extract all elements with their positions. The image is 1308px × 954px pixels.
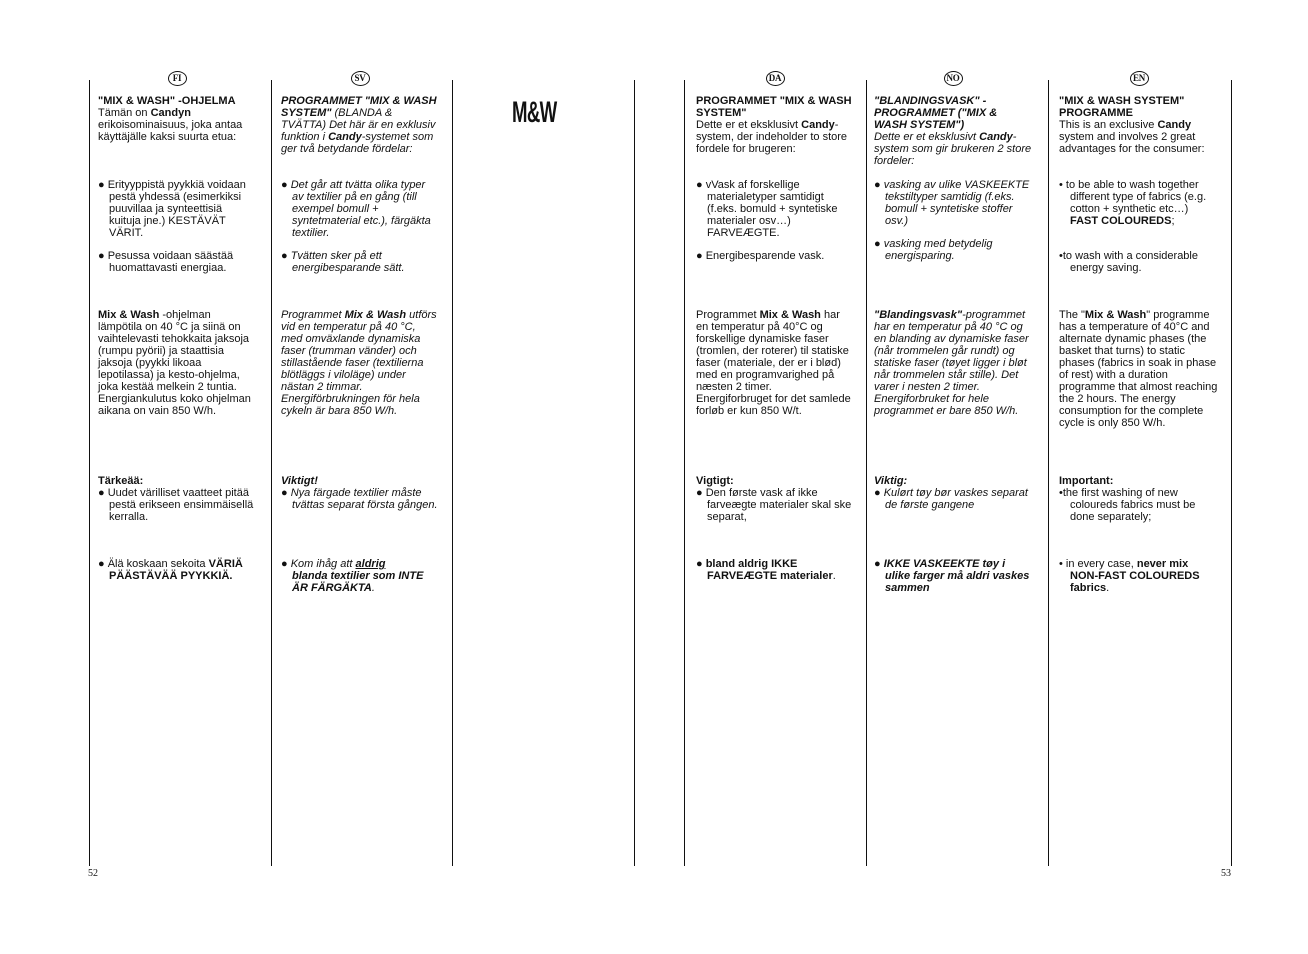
en-warning: • in every case, never mix NON-FAST COLOUREDS fabrics. [1059,558,1200,594]
column-divider [89,80,90,866]
sv-paragraph: Programmet Mix & Wash utförs vid en temperatur på 40 °C, med omväxlande dynamiska faser (trumman vänder) och stillastående faser (textilierna blötläggs i viloläge) under nästan 2 timmar. Energiförbrukningen för hela cykeln är bara 850 W/h. [281,309,437,417]
bullet-icon: ● [874,558,884,570]
bullet-icon: • [1059,179,1066,191]
bullet-icon: • [1059,250,1063,262]
bullet-icon: ● [98,179,108,191]
en-heading: "MIX & WASH SYSTEM" PROGRAMME [1059,95,1185,119]
language-badge-da: DA [766,71,785,86]
bullet-icon: ● [281,558,291,570]
en-bullet-2: •to wash with a considerable energy saving. [1059,250,1198,274]
no-intro: "BLANDINGSVASK" - PROGRAMMET ("MIX & WASH SYSTEM") Dette er et eksklusivt Candy-system som gir brukeren 2 store fordeler: [874,95,1032,167]
sv-bullet-1: ● Det går att tvätta olika typer av textilier på en gång (till exempel bomull + syntetmaterial etc.), färgäkta textilier. [281,179,431,239]
fi-bullet-2: ● Pesussa voidaan säästää huomattavasti energiaa. [98,250,234,274]
page-number-left: 52 [88,868,98,879]
bullet-icon: ● [281,487,291,499]
da-bullet-2: ● Energibesparende vask. [696,250,825,262]
no-warning: ● IKKE VASKEEKTE tøy i ulike farger må aldri vaskes sammen [874,558,1030,594]
language-badge-no: NO [944,71,963,86]
sv-intro: PROGRAMMET "MIX & WASH SYSTEM" (BLANDA & TVÄTTA) Det här är en exklusiv funktion i Candy-systemet som ger två betydande fördelar: [281,95,437,155]
da-heading: PROGRAMMET "MIX & WASH SYSTEM" [696,95,852,119]
bullet-icon: ● [696,558,706,570]
no-bullet-1: ● vasking av ulike VASKEEKTE tekstiltyper samtidig (f.eks. bomull + syntetiske stoffer osv.) [874,179,1030,227]
da-bullet-1: ● vVask af forskellige materialetyper samtidigt (f.eks. bomuld + syntetiske materialer osv…) FARVEÆGTE. [696,179,838,239]
column-divider [684,80,685,866]
bullet-icon: ● [98,250,108,262]
fi-important: Tärkeää: ● Uudet värilliset vaatteet pitää pestä erikseen ensimmäisellä kerralla. [98,475,254,523]
en-important: Important: •the first washing of new coloureds fabrics must be done separately; [1059,475,1196,523]
sv-warning: ● Kom ihåg att aldrig blanda textilier som INTE ÄR FÄRGÄKTA. [281,558,424,594]
en-bullet-1: • to be able to wash together different type of fabrics (e.g. cotton + synthetic etc…) FAST COLOUREDS; [1059,179,1207,227]
fi-warning: ● Älä koskaan sekoita VÄRIÄ PÄÄSTÄVÄÄ PYYKKIÄ. [98,558,243,582]
language-badge-en: EN [1130,71,1149,86]
fi-bullet-1: ● Erityyppistä pyykkiä voidaan pestä yhdessä (esimerkiksi puuvillaa ja synteettisiä kuituja jne.) KESTÄVÄT VÄRIT. [98,179,246,239]
column-divider [634,80,635,866]
da-paragraph: Programmet Mix & Wash har en temperatur på 40°C og forskellige dynamiske faser (tromlen, der roterer) til statiske faser (materiale, der er i blød) med en programvarighed på næsten 2 timer. Energiforbruget for det samlede forløb er kun 850 W/t. [696,309,851,417]
column-fi [98,71,256,871]
da-important: Vigtigt: ● Den første vask af ikke farveægte materialer skal ske separat, [696,475,852,523]
fi-paragraph: Mix & Wash -ohjelman lämpötila on 40 °C ja siinä on vaihtelevasti tehokkaita jaksoja (rumpu pyörii) ja staattisia jaksoja (pyykki likoaa lepotilassa) ja kesto-ohjelma, joka kestää melkein 2 tuntia. Energiankulutus koko ohjelman aikana on vain 850 W/h. [98,309,251,417]
no-bullet-2: ● vasking med betydelig energisparing. [874,238,993,262]
bullet-icon: ● [874,179,884,191]
column-sv [281,71,439,871]
no-paragraph: "Blandingsvask"-programmet har en temperatur på 40 °C og en blanding av dynamiske faser (når trommelen går rundt) og statiske faser (tøyet ligger i bløt når trommelen står stille). Det varer i nesten 2 timer. Energiforbruket for hele programmet er bare 850 W/h. [874,309,1029,417]
bullet-icon: ● [874,487,884,499]
language-badge-fi: FI [168,71,187,86]
mix-wash-logo: M&W [512,96,557,129]
bullet-icon: • [1059,487,1063,499]
fi-heading: "MIX & WASH" -OHJELMA [98,95,236,107]
page-number-right: 53 [1221,868,1231,879]
bullet-icon: ● [98,558,108,570]
bullet-icon: ● [281,250,291,262]
sv-important: Viktigt! ● Nya färgade textilier måste tvättas separat första gången. [281,475,438,511]
language-badge-sv: SV [351,71,370,86]
column-da [696,71,854,871]
bullet-icon: ● [281,179,291,191]
column-divider [452,80,453,866]
en-paragraph: The "Mix & Wash" programme has a temperature of 40°C and alternate dynamic phases (the basket that turns) to static phases (fabrics in soak in phase of rest) with a duration programme that almost reaching the 2 hours. The energy consumption for the complete cycle is only 850 W/h. [1059,309,1218,429]
en-intro: "MIX & WASH SYSTEM" PROGRAMME This is an exclusive Candy system and involves 2 great advantages for the consumer: [1059,95,1219,155]
column-divider [271,80,272,866]
column-divider [1231,80,1232,866]
sv-bullet-2: ● Tvätten sker på ett energibesparande sätt. [281,250,405,274]
bullet-icon: ● [874,238,884,250]
no-important: Viktig: ● Kulørt tøy bør vaskes separat de første gangene [874,475,1028,511]
column-divider [866,80,867,866]
column-divider [1048,80,1049,866]
column-no [874,71,1032,871]
bullet-icon: • [1059,558,1066,570]
column-en [1059,71,1219,871]
da-warning: ● bland aldrig IKKE FARVEÆGTE materialer. [696,558,836,582]
bullet-icon: ● [98,487,108,499]
bullet-icon: ● [696,250,706,262]
no-heading: "BLANDINGSVASK" - PROGRAMMET ("MIX & WASH SYSTEM") [874,95,998,131]
da-intro: PROGRAMMET "MIX & WASH SYSTEM" Dette er et eksklusivt Candy-system, der indeholder to store fordele for brugeren: [696,95,854,155]
bullet-icon: ● [696,487,706,499]
fi-intro: "MIX & WASH" -OHJELMA Tämän on Candyn erikoisominaisuus, joka antaa käyttäjälle kaksi suurta etua: [98,95,256,143]
bullet-icon: ● [696,179,706,191]
